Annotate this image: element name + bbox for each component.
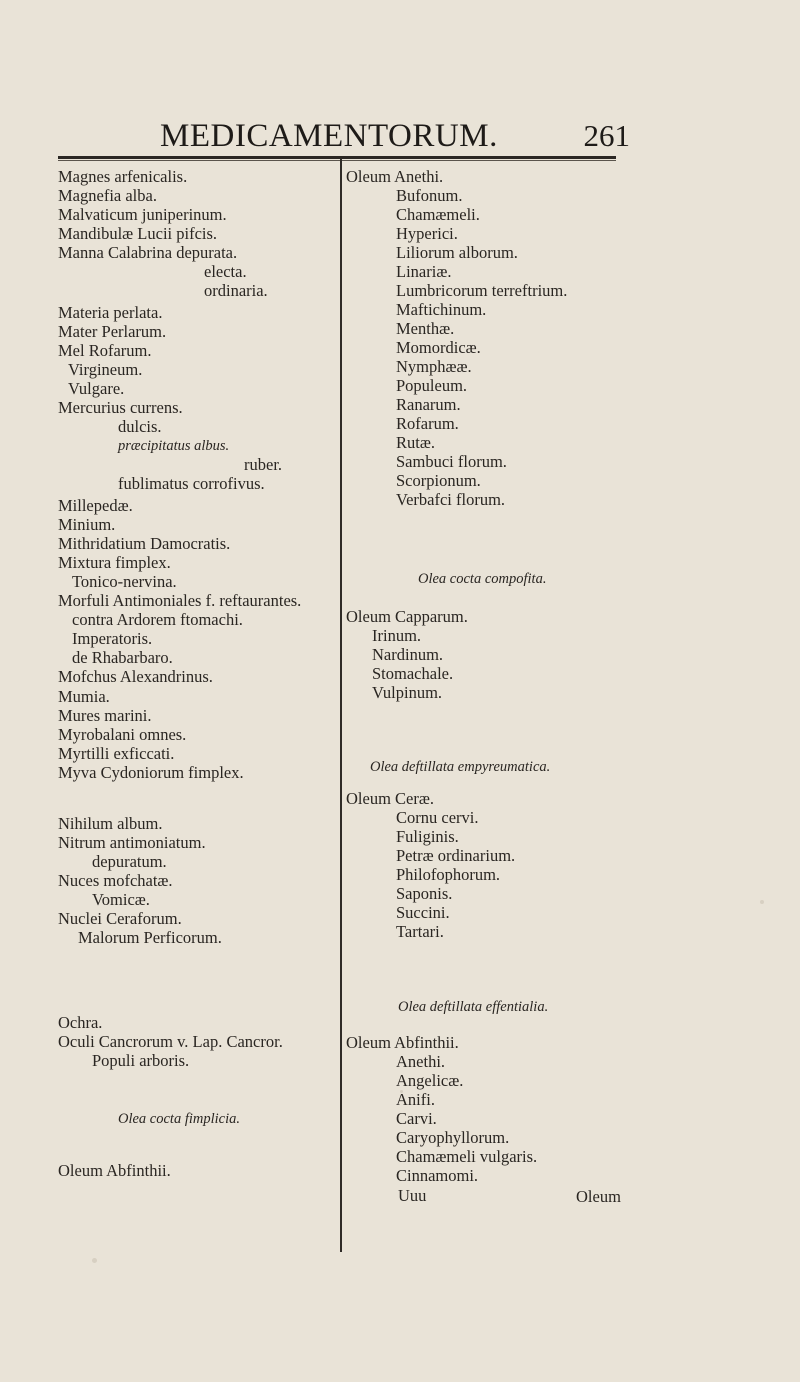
section-heading: Olea cocta fimplicia.	[118, 1111, 241, 1127]
entry-line: Saponis.	[396, 884, 453, 903]
section-heading: præcipitatus albus.	[118, 438, 230, 454]
entry-line: dulcis.	[118, 417, 162, 436]
entry-line: Mater Perlarum.	[58, 322, 167, 341]
entry-line: Anifi.	[396, 1090, 435, 1109]
entry-line: Vulpinum.	[372, 683, 443, 702]
entry-line: Tartari.	[396, 922, 444, 941]
entry-line: Mithridatium Damocratis.	[58, 534, 231, 553]
entry-line: Carvi.	[396, 1109, 437, 1128]
entry-line: depuratum.	[92, 852, 167, 871]
entry-line: Petræ ordinarium.	[396, 846, 516, 865]
entry-line: Materia perlata.	[58, 303, 163, 322]
entry-line: Magnes arfenicalis.	[58, 167, 188, 186]
entry-line: Mel Rofarum.	[58, 341, 152, 360]
entry-line: Ranarum.	[396, 395, 461, 414]
section-heading: Olea deftillata empyreumatica.	[370, 759, 551, 775]
entry-line: Nuclei Ceraforum.	[58, 909, 182, 928]
entry-line: Vomicæ.	[92, 890, 150, 909]
entry-line: Rutæ.	[396, 433, 435, 452]
entry-line: de Rhabarbaro.	[72, 648, 173, 667]
entry-line: Lumbricorum terreftrium.	[396, 281, 568, 300]
entry-line: Sambuci florum.	[396, 452, 507, 471]
entry-line: Tonico-nervina.	[72, 572, 177, 591]
entry-line: Caryophyllorum.	[396, 1128, 510, 1147]
entry-line: Malvaticum juniperinum.	[58, 205, 227, 224]
entry-line: Nitrum antimoniatum.	[58, 833, 206, 852]
entry-line: Verbafci florum.	[396, 490, 506, 509]
entry-line: Morfuli Antimoniales f. reftaurantes.	[58, 591, 302, 610]
entry-line: Cornu cervi.	[396, 808, 479, 827]
entry-line: Uuu	[398, 1186, 427, 1205]
entry-line: Ochra.	[58, 1013, 103, 1032]
entry-line: Malorum Perficorum.	[78, 928, 222, 947]
entry-line: ruber.	[244, 455, 283, 474]
header-rule-thin	[58, 160, 616, 161]
entry-line: Angelicæ.	[396, 1071, 464, 1090]
header-rule	[58, 156, 616, 159]
entry-line: Momordicæ.	[396, 338, 481, 357]
entry-line: Linariæ.	[396, 262, 452, 281]
entry-line: Myrtilli exficcati.	[58, 744, 175, 763]
entry-line: Myrobalani omnes.	[58, 725, 187, 744]
entry-line: Oleum Abfinthii.	[58, 1161, 171, 1180]
column-divider	[340, 158, 342, 1252]
entry-line: Nymphææ.	[396, 357, 472, 376]
entry-line: Populeum.	[396, 376, 468, 395]
entry-line: Millepedæ.	[58, 496, 133, 515]
entry-line: Oleum Ceræ.	[346, 789, 434, 808]
entry-line: Oleum Anethi.	[346, 167, 444, 186]
entry-line: Virgineum.	[68, 360, 143, 379]
section-heading: Olea cocta compofita.	[418, 571, 547, 587]
entry-line: electa.	[204, 262, 247, 281]
entry-line: Myva Cydoniorum fimplex.	[58, 763, 244, 782]
entry-line: Stomachale.	[372, 664, 454, 683]
entry-line: Oleum Capparum.	[346, 607, 468, 626]
entry-line: Mofchus Alexandrinus.	[58, 667, 213, 686]
paper-spot	[760, 900, 764, 904]
paper-spot	[400, 1090, 403, 1093]
entry-line: Maftichinum.	[396, 300, 487, 319]
entry-line: Oleum Abfinthii.	[346, 1033, 459, 1052]
entry-line: Mumia.	[58, 687, 110, 706]
entry-line: Rofarum.	[396, 414, 459, 433]
entry-line: Oculi Cancrorum v. Lap. Cancror.	[58, 1032, 283, 1051]
entry-line: Imperatoris.	[72, 629, 153, 648]
entry-line: Menthæ.	[396, 319, 455, 338]
paper-spot	[92, 1258, 97, 1263]
entry-line: fublimatus corrofivus.	[118, 474, 265, 493]
section-heading: Olea deftillata effentialia.	[398, 999, 549, 1015]
entry-line: Magnefia alba.	[58, 186, 157, 205]
entry-line: Mixtura fimplex.	[58, 553, 171, 572]
entry-line: Liliorum alborum.	[396, 243, 518, 262]
running-title: MEDICAMENTORUM.	[160, 118, 498, 154]
entry-line: ordinaria.	[204, 281, 268, 300]
entry-line: Populi arboris.	[92, 1051, 190, 1070]
entry-line: Scorpionum.	[396, 471, 481, 490]
entry-line: Mandibulæ Lucii pifcis.	[58, 224, 218, 243]
entry-line: Nuces mofchatæ.	[58, 871, 173, 890]
entry-line: Mercurius currens.	[58, 398, 183, 417]
catchword: Oleum	[576, 1187, 621, 1206]
entry-line: Cinnamomi.	[396, 1166, 479, 1185]
entry-line: Vulgare.	[68, 379, 125, 398]
entry-line: Chamæmeli.	[396, 205, 480, 224]
entry-line: Manna Calabrina depurata.	[58, 243, 238, 262]
entry-line: Irinum.	[372, 626, 422, 645]
entry-line: Chamæmeli vulgaris.	[396, 1147, 538, 1166]
entry-line: Bufonum.	[396, 186, 463, 205]
entry-line: Mures marini.	[58, 706, 152, 725]
entry-line: Succini.	[396, 903, 450, 922]
entry-line: Fuliginis.	[396, 827, 459, 846]
entry-line: Minium.	[58, 515, 116, 534]
page-number: 261	[583, 118, 630, 153]
entry-line: Nihilum album.	[58, 814, 163, 833]
entry-line: Anethi.	[396, 1052, 446, 1071]
entry-line: Philofophorum.	[396, 865, 501, 884]
entry-line: contra Ardorem ftomachi.	[72, 610, 243, 629]
entry-line: Hyperici.	[396, 224, 458, 243]
entry-line: Nardinum.	[372, 645, 444, 664]
